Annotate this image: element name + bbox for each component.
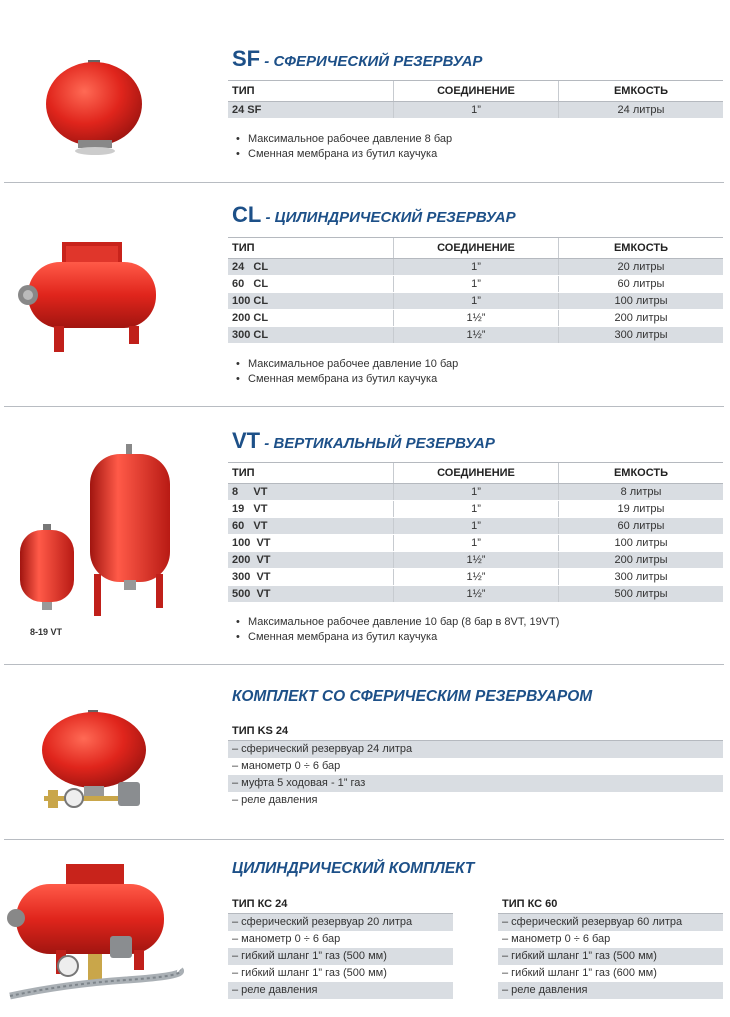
list-item: – гибкий шланг 1” газ (600 мм) [502, 967, 657, 979]
note: • Максимальное рабочее давление 10 бар [236, 357, 458, 372]
table-row: 200 CL 1½” 200 литры [228, 310, 723, 327]
note: • Сменная мембрана из бутил каучука [236, 630, 559, 645]
list-item: – гибкий шланг 1” газ (500 мм) [498, 948, 723, 965]
vt-notes [236, 615, 559, 645]
note: • Максимальное рабочее давление 8 бар [236, 132, 452, 147]
table-header: ТИП СОЕДИНЕНИЕ ЕМКОСТЬ [228, 237, 723, 259]
table-header: ТИП СОЕДИНЕНИЕ ЕМКОСТЬ [228, 462, 723, 484]
table-row: 300 VT 1½” 300 литры [228, 569, 723, 586]
list-item: – реле давления [228, 982, 453, 999]
divider [4, 406, 724, 407]
kit-title: ТИП KS 24 [228, 721, 723, 741]
cylindrical-tank-icon [14, 238, 164, 358]
list-item: – муфта 5 ходовая - 1” газ [228, 775, 723, 792]
list-item: – сферический резервуар 24 литра [228, 741, 723, 758]
table-row: 100 CL 1” 100 литры [228, 293, 723, 310]
list-item: – гибкий шланг 1” газ (500 мм) [232, 967, 387, 979]
table-row: 24 CL 1” 20 литры [228, 259, 723, 276]
divider [4, 182, 724, 183]
vertical-tank-icon [86, 444, 176, 620]
list-item: – сферический резервуар 20 литра [228, 914, 453, 931]
table-row: 60 VT 1” 60 литры [228, 518, 723, 535]
kc60-kit [498, 894, 723, 999]
list-item: – гибкий шланг 1” газ (500 мм) [228, 948, 453, 965]
list-item: – сферический резервуар 60 литра [498, 914, 723, 931]
divider [4, 839, 724, 840]
kit-title: ТИП КС 60 [498, 894, 723, 914]
note: • Максимальное рабочее давление 10 бар (8 бар в 8VT, 19VT) [236, 615, 559, 630]
table-row: 8 VT 1” 8 литры [228, 484, 723, 501]
list-item: – манометр 0 ÷ 6 бар [232, 933, 341, 945]
cl-notes [236, 357, 458, 387]
table-row: 500 VT 1½” 500 литры [228, 586, 723, 603]
list-item: – реле давления [232, 794, 318, 806]
sf-notes [236, 132, 452, 162]
small-vertical-tank-icon [16, 524, 78, 612]
note: • Сменная мембрана из бутил каучука [236, 372, 458, 387]
sf-table [228, 80, 723, 119]
table-row: 100 VT 1” 100 литры [228, 535, 723, 552]
cl-table [228, 237, 723, 344]
cl-title: CL - ЦИЛИНДРИЧЕСКИЙ РЕЗЕРВУАР [232, 202, 516, 227]
kit-title: ТИП КС 24 [228, 894, 453, 914]
list-item: – реле давления [498, 982, 723, 999]
kc24-kit [228, 894, 453, 999]
cylindrical-kit-icon [6, 862, 184, 1012]
ks-kit [228, 721, 723, 809]
divider [4, 664, 724, 665]
table-row: 24 SF 1” 24 литры [228, 102, 723, 119]
spherical-kit-icon [34, 710, 154, 814]
vt-table [228, 462, 723, 603]
list-item: – манометр 0 ÷ 6 бар [232, 760, 341, 772]
table-row: 19 VT 1” 19 литры [228, 501, 723, 518]
table-row: 300 CL 1½” 300 литры [228, 327, 723, 344]
spherical-tank-icon [40, 58, 150, 158]
ks-title: КОМПЛЕКТ СО СФЕРИЧЕСКИМ РЕЗЕРВУАРОМ [232, 688, 593, 705]
table-header: ТИП СОЕДИНЕНИЕ ЕМКОСТЬ [228, 80, 723, 102]
vt-caption: 8-19 VT [30, 627, 63, 637]
vt-title: VT - ВЕРТИКАЛЬНЫЙ РЕЗЕРВУАР [232, 428, 495, 453]
sf-title: SF - СФЕРИЧЕСКИЙ РЕЗЕРВУАР [232, 46, 483, 71]
table-row: 60 CL 1” 60 литры [228, 276, 723, 293]
note: • Сменная мембрана из бутил каучука [236, 147, 452, 162]
kc-title: ЦИЛИНДРИЧЕСКИЙ КОМПЛЕКТ [232, 860, 475, 877]
list-item: – манометр 0 ÷ 6 бар [502, 933, 611, 945]
table-row: 200 VT 1½” 200 литры [228, 552, 723, 569]
